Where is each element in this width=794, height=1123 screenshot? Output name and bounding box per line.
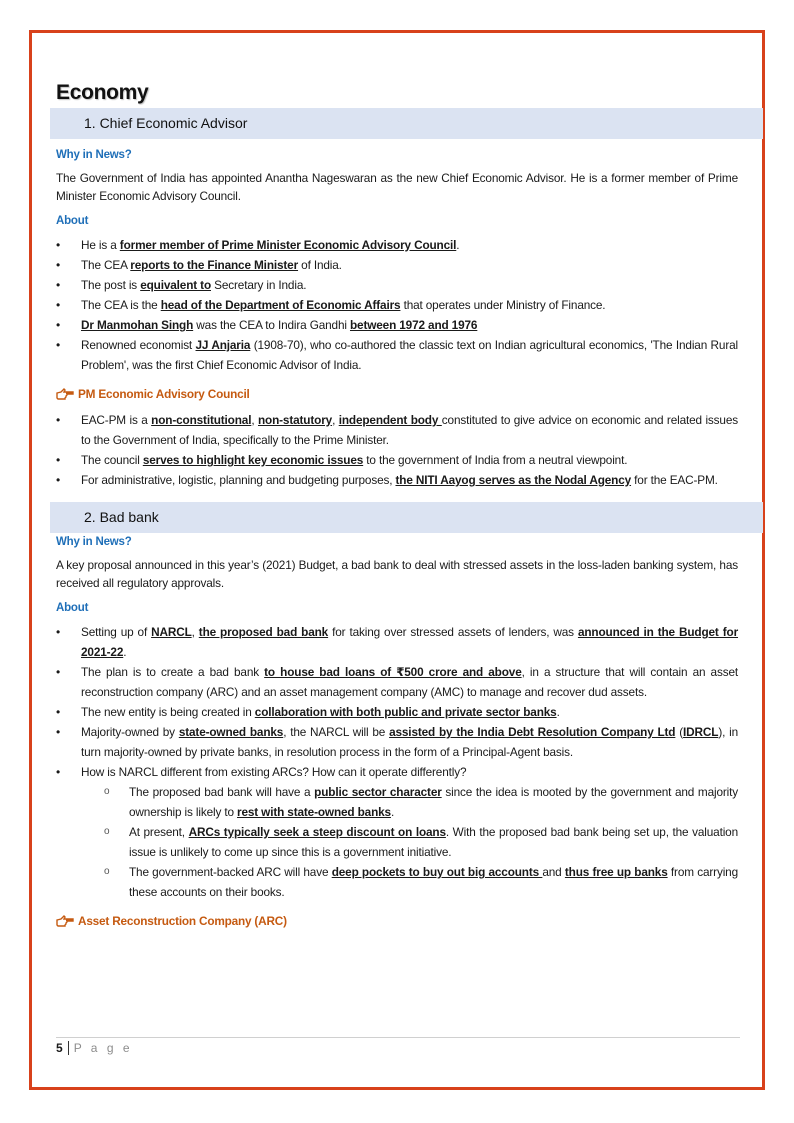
page-number: 5	[56, 1041, 63, 1055]
list-item: • How is NARCL different from existing ARCs? How can it operate differently? o The proposed bad bank will have a public sector character since the idea is mooted by the government and majority ownership is likely to rest with state-owned banks. o At present, ARCs typically seek a steep discount on loans. With the proposed bad bank being set up, the valuation issue is unlikely to come up since this is a government initiative. o The government-backed ARC will have deep pockets to buy out big accounts and thus free up banks from carrying these accounts on their books.	[56, 762, 738, 902]
why-in-news-label: Why in News?	[56, 536, 132, 548]
list-item: • For administrative, logistic, planning and budgeting purposes, the NITI Aayog serves as the Nodal Agency for the EAC-PM.	[56, 470, 738, 490]
page-footer	[56, 1041, 133, 1055]
list-item: • He is a former member of Prime Minister Economic Advisory Council.	[56, 235, 738, 255]
section-heading-chief-economic-advisor: 1. Chief Economic Advisor	[50, 108, 763, 139]
section-heading-bad-bank: 2. Bad bank	[50, 502, 763, 533]
about-label: About	[56, 602, 89, 614]
page-label: P a g e	[73, 1041, 133, 1055]
circle-bullet-icon: o	[104, 866, 110, 877]
why-in-news-text: A key proposal announced in this year’s (2021) Budget, a bad bank to deal with stressed assets in the loss-laden banking system, has received all regulatory approvals.	[56, 558, 738, 590]
eac-pm-list	[56, 410, 738, 490]
sub-list-item: o The proposed bad bank will have a public sector character since the idea is mooted by the government and majority ownership is likely to rest with state-owned banks.	[104, 782, 738, 822]
page-content	[56, 78, 738, 928]
pointing-hand-icon	[56, 915, 74, 927]
pointing-hand-icon	[56, 388, 74, 400]
why-in-news-label: Why in News?	[56, 149, 132, 161]
list-item: • The new entity is being created in collaboration with both public and private sector banks.	[56, 702, 738, 722]
list-item: • EAC-PM is a non-constitutional, non-statutory, independent body constituted to give advice on economic and related issues to the Government of India, specifically to the Prime Minister.	[56, 410, 738, 450]
list-item: • Setting up of NARCL, the proposed bad bank for taking over stressed assets of lenders, was announced in the Budget for 2021-22.	[56, 622, 738, 662]
narcl-sub-list	[56, 782, 738, 902]
footer-divider	[56, 1037, 740, 1038]
list-item: • Renowned economist JJ Anjaria (1908-70), who co-authored the classic text on Indian agricultural economics, 'The Indian Rural Problem', was the first Chief Economic Advisor of India.	[56, 335, 738, 375]
sub-list-item: o The government-backed ARC will have deep pockets to buy out big accounts and thus free up banks from carrying these accounts on their books.	[104, 862, 738, 902]
document-title: Economy	[56, 81, 149, 104]
list-item: • Dr Manmohan Singh was the CEA to Indira Gandhi between 1972 and 1976	[56, 315, 738, 335]
callout-title: Asset Reconstruction Company (ARC)	[78, 914, 287, 928]
about-list	[56, 235, 738, 375]
sub-list-item: o At present, ARCs typically seek a steep discount on loans. With the proposed bad bank being set up, the valuation issue is unlikely to come up since this is a government initiative.	[104, 822, 738, 862]
about-list	[56, 622, 738, 902]
why-in-news-text: The Government of India has appointed Anantha Nageswaran as the new Chief Economic Advisor. He is a former member of Prime Minister Economic Advisory Council.	[56, 171, 738, 203]
circle-bullet-icon: o	[104, 786, 110, 797]
footer-separator	[68, 1041, 69, 1055]
about-label: About	[56, 215, 89, 227]
callout-pm-economic-advisory-council	[56, 387, 738, 401]
callout-title: PM Economic Advisory Council	[78, 387, 250, 401]
list-item: • The council serves to highlight key economic issues to the government of India from a neutral viewpoint.	[56, 450, 738, 470]
list-item: • The post is equivalent to Secretary in India.	[56, 275, 738, 295]
circle-bullet-icon: o	[104, 826, 110, 837]
list-item: • The CEA reports to the Finance Minister of India.	[56, 255, 738, 275]
list-item: • Majority-owned by state-owned banks, the NARCL will be assisted by the India Debt Resolution Company Ltd (IDRCL), in turn majority-owned by private banks, in resolution process in the form of a Principal-Agent basis.	[56, 722, 738, 762]
callout-asset-reconstruction-company	[56, 914, 738, 928]
list-item: • The plan is to create a bad bank to house bad loans of ₹500 crore and above, in a structure that will contain an asset reconstruction company (ARC) and an asset management company (AMC) to manage and recover dud assets.	[56, 662, 738, 702]
list-item: • The CEA is the head of the Department of Economic Affairs that operates under Ministry of Finance.	[56, 295, 738, 315]
